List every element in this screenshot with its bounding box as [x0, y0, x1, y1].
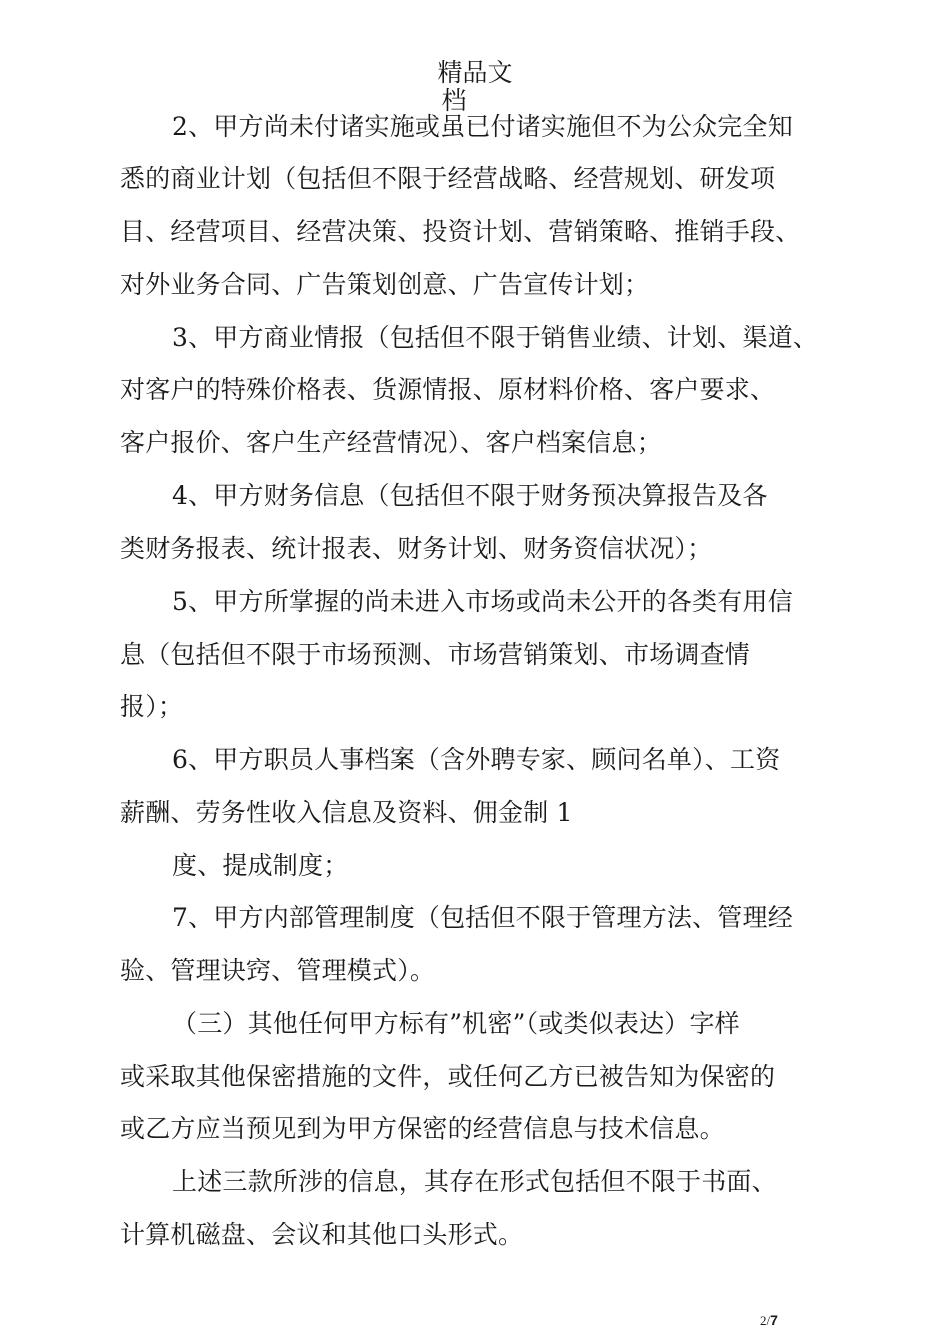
paragraph-line: 薪酬、劳务性收入信息及资料、佣金制 1 — [120, 798, 573, 827]
page-header — [0, 58, 950, 116]
header-line-2: 档 — [441, 86, 467, 115]
paragraph-line: 6、甲方职员人事档案（含外聘专家、顾问名单）、工资 — [172, 745, 781, 774]
paragraph-line: 悉的商业计划（包括但不限于经营战略、经营规划、研发项 — [120, 164, 776, 193]
paragraph-line: 计算机磁盘、会议和其他口头形式。 — [120, 1220, 524, 1249]
paragraph-line: （三）其他任何甲方标有”机密”（或类似表达）字样 — [172, 1009, 740, 1038]
header-line-1: 精品文 — [437, 58, 513, 87]
paragraph-line: 类财务报表、统计报表、财务计划、财务资信状况）； — [120, 534, 713, 563]
paragraph-line: 对外业务合同、广告策划创意、广告宣传计划； — [120, 270, 650, 299]
page-current: 2/ — [760, 1313, 771, 1328]
paragraph-line: 5、甲方所掌握的尚未进入市场或尚未公开的各类有用信 — [172, 587, 793, 616]
paragraph-line: 目、经营项目、经营决策、投资计划、营销策略、推销手段、 — [120, 217, 801, 246]
paragraph-line: 验、管理诀窍、管理模式）。 — [120, 956, 436, 985]
paragraph-line: 度、提成制度； — [172, 851, 349, 880]
page-total: 7 — [770, 1312, 778, 1328]
paragraph-line: 7、甲方内部管理制度（包括但不限于管理方法、管理经 — [172, 903, 793, 932]
paragraph-line: 上述三款所涉的信息，其存在形式包括但不限于书面、 — [172, 1167, 777, 1196]
page-number — [760, 1312, 778, 1329]
paragraph-line: 或乙方应当预见到为甲方保密的经营信息与技术信息。 — [120, 1114, 725, 1143]
paragraph-line: 或采取其他保密措施的文件，或任何乙方已被告知为保密的 — [120, 1062, 776, 1091]
paragraph-line: 对客户的特殊价格表、货源情报、原材料价格、客户要求、 — [120, 375, 776, 404]
paragraph-line: 2、甲方尚未付诸实施或虽已付诸实施但不为公众完全知 — [172, 112, 793, 141]
paragraph-line: 客户报价、客户生产经营情况）、客户档案信息； — [120, 428, 662, 457]
paragraph-line: 息（包括但不限于市场预测、市场营销策划、市场调查情 — [120, 640, 751, 669]
paragraph-line: 4、甲方财务信息（包括但不限于财务预决算报告及各 — [172, 481, 768, 510]
paragraph-line: 报）； — [120, 692, 184, 721]
paragraph-line: 3、甲方商业情报（包括但不限于销售业绩、计划、渠道、 — [172, 323, 819, 352]
